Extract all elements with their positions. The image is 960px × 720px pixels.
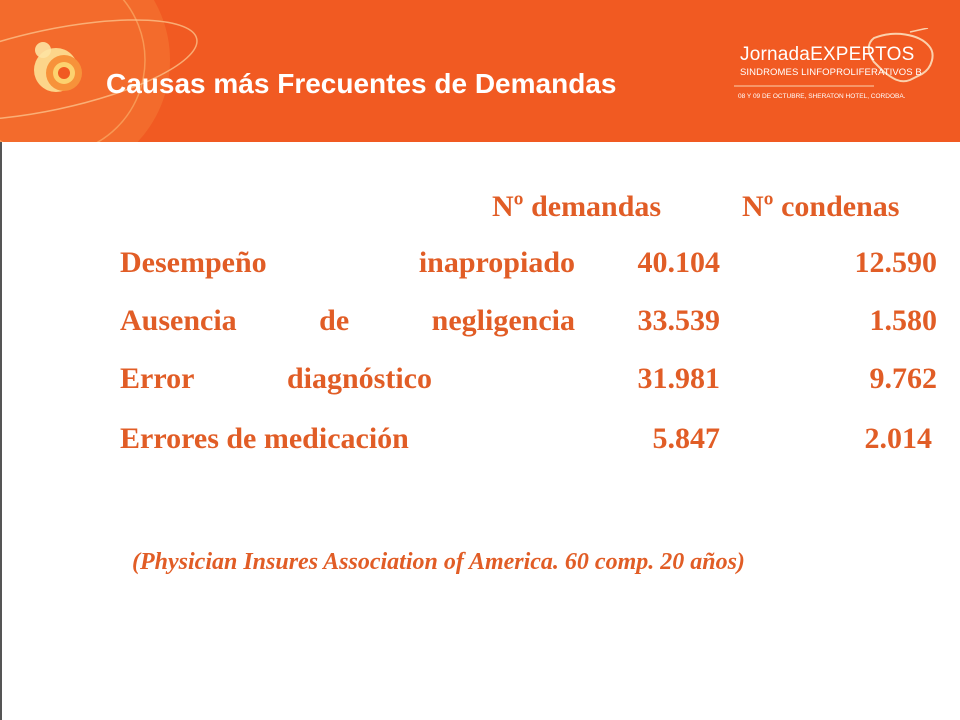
row-condenas: 1.580 <box>869 304 937 337</box>
column-header-condenas: Nº condenas <box>742 190 900 223</box>
row-label: Error diagnóstico <box>120 362 432 395</box>
row-label: Errores de medicación <box>120 422 409 455</box>
logo-subtitle: SINDROMES LINFOPROLIFERATIVOS B <box>740 67 922 78</box>
row-demandas: 33.539 <box>637 304 720 337</box>
logo-brand-main: EXPERTOS <box>810 44 915 65</box>
column-header-demandas: Nº demandas <box>492 190 662 223</box>
table-row <box>120 422 940 462</box>
event-logo <box>724 28 952 114</box>
logo-event-line: 08 Y 09 DE OCTUBRE, SHERATON HOTEL, CORDOBA. <box>738 93 906 100</box>
row-demandas: 5.847 <box>652 422 720 455</box>
logo-brand <box>740 44 914 66</box>
row-demandas: 40.104 <box>637 246 720 279</box>
header-banner <box>0 0 960 142</box>
table-row <box>120 246 940 286</box>
table-header-row <box>120 190 940 230</box>
logo-brand-prefix: Jornada <box>740 44 811 65</box>
table-row <box>120 304 940 344</box>
table-row <box>120 362 940 402</box>
row-label: Desempeño inapropiado <box>120 246 575 279</box>
left-border <box>0 142 2 720</box>
row-condenas: 9.762 <box>869 362 937 395</box>
citation: (Physician Insures Association of America. 60 comp. 20 años) <box>132 549 745 575</box>
row-demandas: 31.981 <box>637 362 720 395</box>
page-title: Causas más Frecuentes de Demandas <box>106 68 617 99</box>
row-label: Ausencia de negligencia <box>120 304 575 337</box>
row-condenas: 12.590 <box>854 246 937 279</box>
row-condenas: 2.014 <box>864 422 932 455</box>
